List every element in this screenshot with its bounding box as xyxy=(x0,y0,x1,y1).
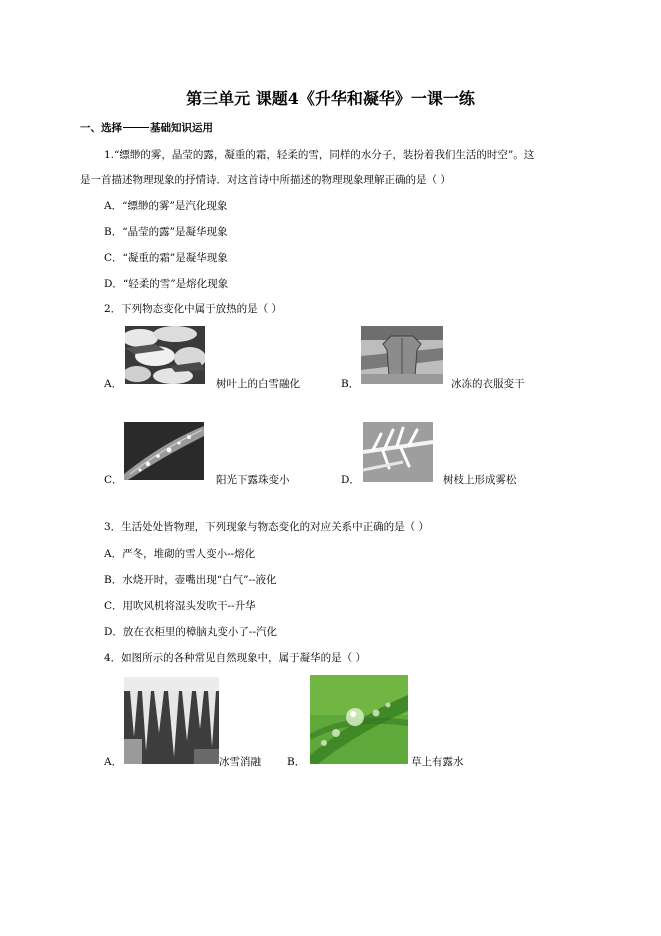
snow-leaves-image xyxy=(125,326,205,384)
q2-stem: 2．下列物态变化中属于放热的是（ ） xyxy=(104,303,283,315)
q2-option-b-letter: B． xyxy=(341,378,360,390)
q3-option-a: A．严冬，堆砌的雪人变小--熔化 xyxy=(104,548,256,560)
q2-option-c-caption: 阳光下露珠变小 xyxy=(216,474,290,486)
dew-grass-image xyxy=(310,675,408,764)
q1-stem-line1: 1.“缥缈的雾，晶莹的露，凝重的霜，轻柔的雪，同样的水分子，装扮着我们生活的时空”。这 xyxy=(104,149,535,161)
section-dash xyxy=(123,120,149,128)
q2-option-b-caption: 冰冻的衣服变干 xyxy=(451,378,525,390)
section-heading xyxy=(80,120,213,135)
q1-option-b: B．“晶莹的露”是凝华现象 xyxy=(104,226,228,238)
q2-option-d-caption: 树枝上形成雾松 xyxy=(443,474,517,486)
q3-option-c: C．用吹风机将湿头发吹干--升华 xyxy=(104,600,256,612)
icicles-image xyxy=(124,677,219,764)
rime-branch-image xyxy=(363,422,433,482)
q2-option-a-letter: A． xyxy=(104,378,123,390)
q3-option-b: B．水烧开时，壶嘴出现“白气”--液化 xyxy=(104,574,277,586)
q1-stem-line2: 是一首描述物理现象的抒情诗．对这首诗中所描述的物理现象理解正确的是（ ） xyxy=(80,174,451,186)
q3-stem: 3．生活处处皆物理，下列现象与物态变化的对应关系中正确的是（ ） xyxy=(104,521,430,533)
q2-option-d-letter: D． xyxy=(341,474,360,486)
frozen-clothes-image xyxy=(361,326,443,384)
page-title: 第三单元 课题4《升华和凝华》一课一练 xyxy=(186,89,475,108)
q4-option-a-caption: 冰雪消融 xyxy=(219,756,261,768)
q4-option-b-caption: 草上有露水 xyxy=(411,756,464,768)
q4-option-b-letter: B． xyxy=(287,756,306,768)
q4-option-a-letter: A． xyxy=(104,756,123,768)
q3-option-d: D．放在衣柜里的樟脑丸变小了--汽化 xyxy=(104,626,278,638)
q4-stem: 4．如图所示的各种常见自然现象中，属于凝华的是（ ） xyxy=(104,652,367,664)
dewdrops-leaf-image xyxy=(124,422,204,480)
q2-option-c-letter: C． xyxy=(104,474,123,486)
section-label: 一、选择 xyxy=(80,122,122,134)
section-subtitle: 基础知识运用 xyxy=(150,122,213,134)
q1-option-a: A．“缥缈的雾”是汽化现象 xyxy=(104,200,228,212)
q1-option-d: D．“轻柔的雪”是熔化现象 xyxy=(104,278,229,290)
q2-option-a-caption: 树叶上的白雪融化 xyxy=(216,378,300,390)
q1-option-c: C．“凝重的霜”是凝华现象 xyxy=(104,252,228,264)
